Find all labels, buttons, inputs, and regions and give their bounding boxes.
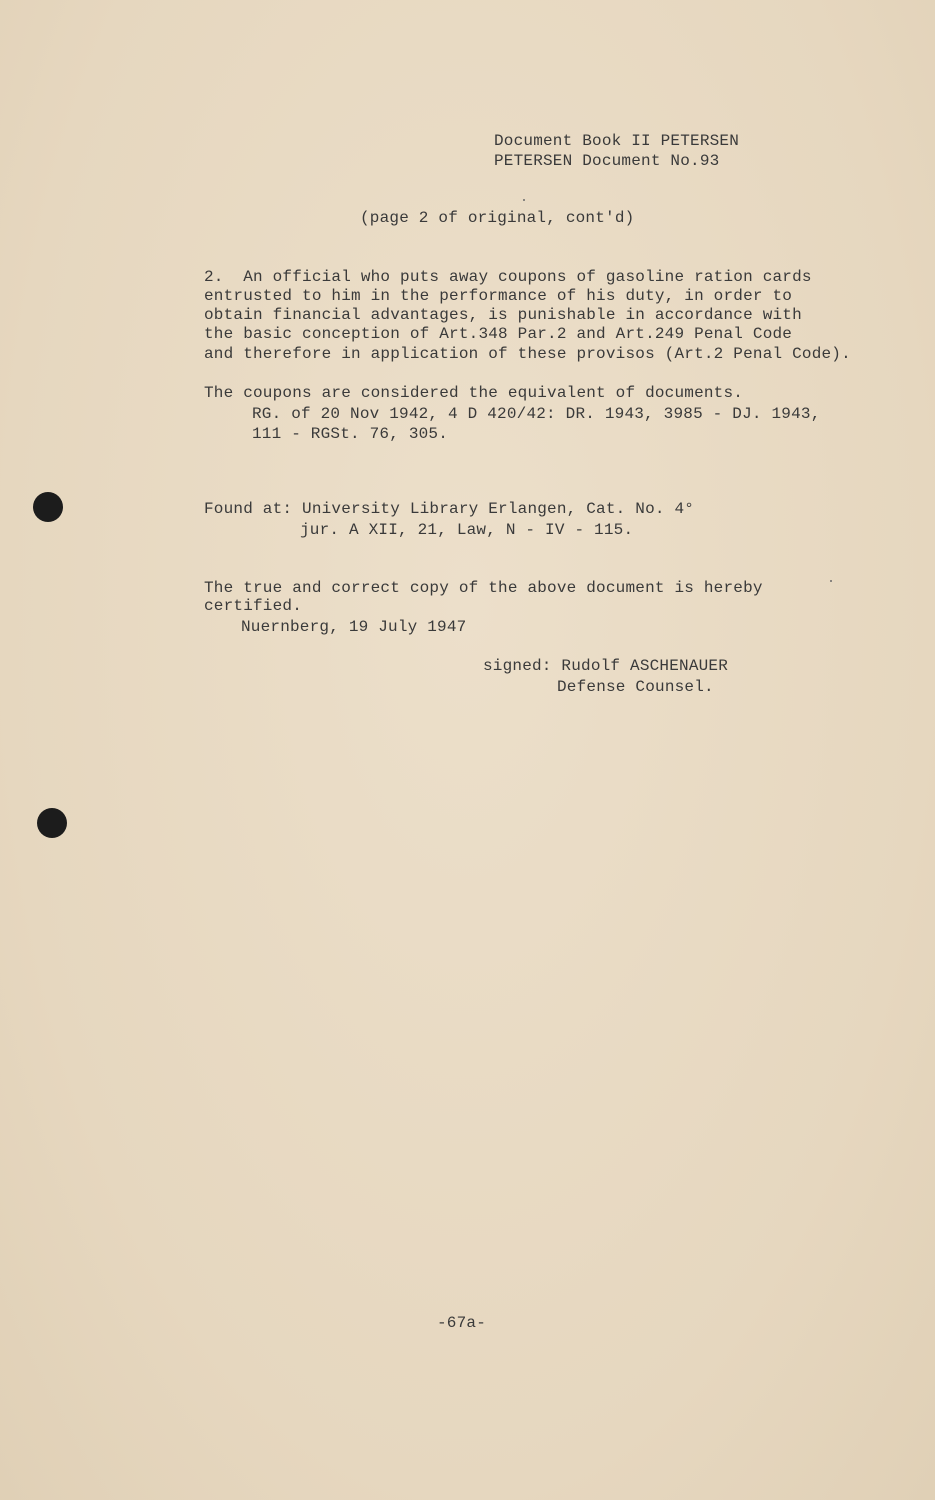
signature-name: signed: Rudolf ASCHENAUER	[483, 657, 729, 675]
certification-line: certified.	[204, 597, 303, 615]
punch-hole-top	[33, 492, 63, 522]
certification-line: The true and correct copy of the above document is hereby	[204, 579, 763, 597]
punch-hole-bottom	[37, 808, 67, 838]
paper-speck	[523, 199, 525, 201]
paragraph-line: the basic conception of Art.348 Par.2 and Art.249 Penal Code	[204, 325, 793, 343]
paragraph-line: obtain financial advantages, is punishable in accordance with	[204, 306, 802, 324]
paragraph-line: entrusted to him in the performance of his duty, in order to	[204, 287, 793, 305]
paragraph-line: The coupons are considered the equivalent of documents.	[204, 384, 744, 402]
paragraph-line: 2. An official who puts away coupons of gasoline ration cards	[204, 268, 812, 286]
paragraph-line: and therefore in application of these provisos (Art.2 Penal Code).	[204, 345, 851, 363]
header-document-number: PETERSEN Document No.93	[494, 152, 720, 170]
found-at-line: jur. A XII, 21, Law, N - IV - 115.	[300, 521, 634, 539]
paper-speck	[830, 580, 832, 582]
page-subtitle: (page 2 of original, cont'd)	[360, 209, 635, 227]
signature-title: Defense Counsel.	[557, 678, 714, 696]
citation-line: RG. of 20 Nov 1942, 4 D 420/42: DR. 1943, 3985 - DJ. 1943,	[252, 405, 821, 423]
citation-line: 111 - RGSt. 76, 305.	[252, 425, 449, 443]
header-document-book: Document Book II PETERSEN	[494, 132, 740, 150]
page-number: -67a-	[437, 1314, 487, 1332]
place-date: Nuernberg, 19 July 1947	[241, 618, 467, 636]
found-at-line: Found at: University Library Erlangen, Cat. No. 4°	[204, 500, 695, 518]
